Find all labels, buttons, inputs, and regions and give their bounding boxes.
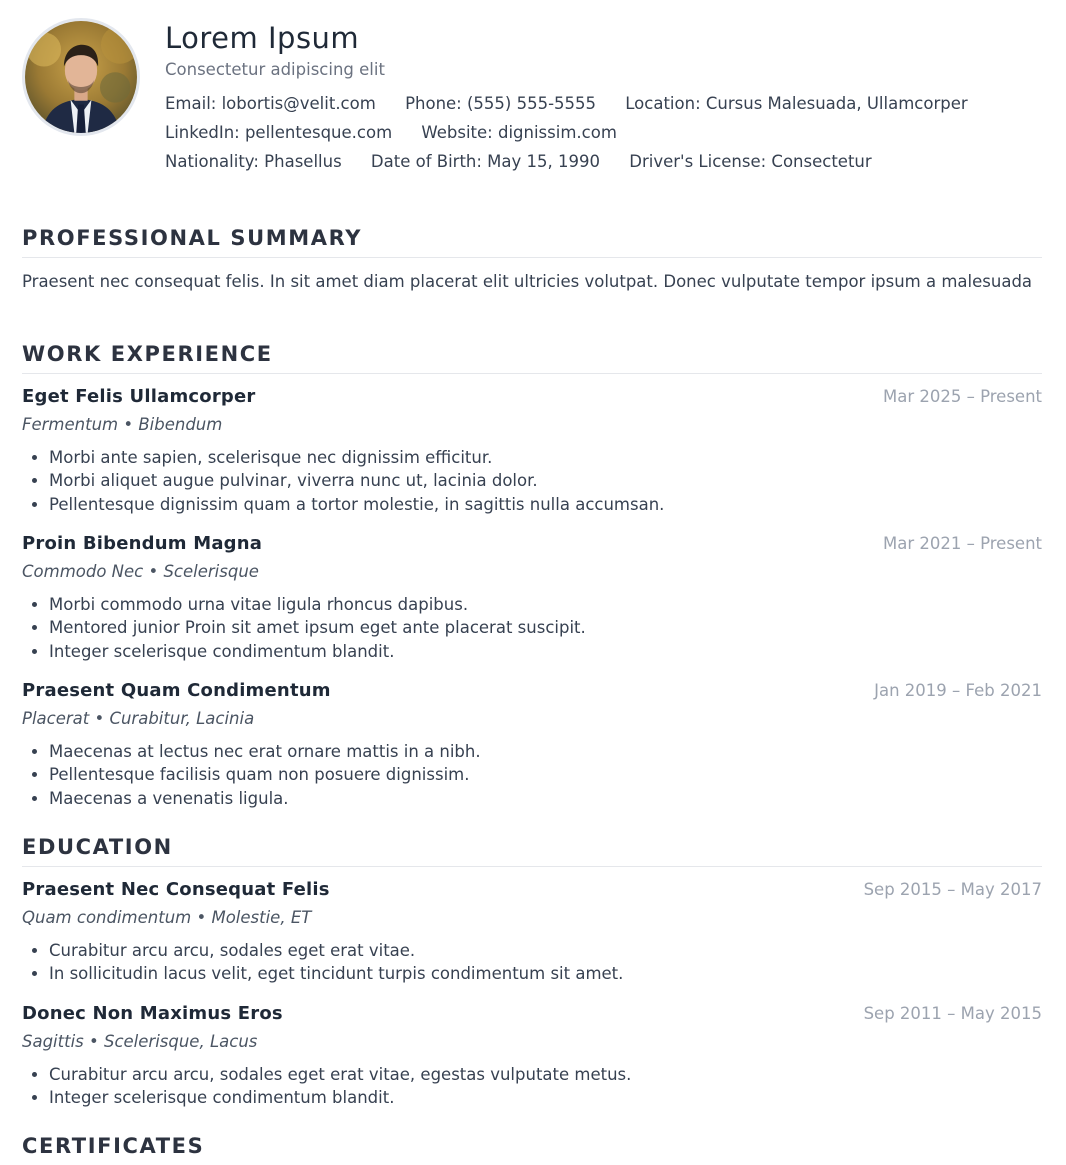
contact-location: Location: Cursus Malesuada, Ullamcorper	[625, 94, 968, 113]
contact-license: Driver's License: Consectetur	[629, 152, 872, 171]
entry-title: Praesent Quam Condimentum	[22, 680, 331, 701]
bullet-item: In sollicitudin lacus velit, eget tincidunt turpis condimentum sit amet.	[22, 962, 1042, 985]
header-text	[165, 18, 1045, 173]
entry-subtitle: Sagittis • Scelerisque, Lacus	[22, 1032, 258, 1051]
entry-bullets	[22, 1063, 1042, 1110]
bullet-item: Morbi aliquet augue pulvinar, viverra nunc ut, lacinia dolor.	[22, 469, 1042, 492]
entry-date: Mar 2021 – Present	[882, 534, 1042, 553]
contact-birthdate: Date of Birth: May 15, 1990	[370, 152, 601, 171]
section-title-summary: PROFESSIONAL SUMMARY	[22, 225, 1042, 258]
profile-photo	[22, 18, 140, 136]
entry-subtitle: Quam condimentum • Molestie, ET	[22, 908, 312, 927]
work-entry	[22, 386, 1042, 516]
contact-website[interactable]: Website: dignissim.com	[421, 123, 617, 142]
contact-phone[interactable]: Phone: (555) 555-5555	[405, 94, 597, 113]
entry-bullets	[22, 593, 1042, 663]
work-entry	[22, 680, 1042, 810]
work-entry	[22, 533, 1042, 663]
entry-title: Eget Felis Ullamcorper	[22, 386, 256, 407]
bullet-item: Morbi commodo urna vitae ligula rhoncus dapibus.	[22, 593, 1042, 616]
contact-row	[165, 93, 1045, 115]
bullet-item: Mentored junior Proin sit amet ipsum eget ante placerat suscipit.	[22, 616, 1042, 639]
bullet-item: Maecenas at lectus nec erat ornare mattis in a nibh.	[22, 740, 1042, 763]
contact-linkedin[interactable]: LinkedIn: pellentesque.com	[165, 123, 393, 142]
section-title-certificates: CERTIFICATES	[22, 1134, 205, 1158]
education-entry	[22, 1003, 1042, 1110]
contact-email[interactable]: Email: lobortis@velit.com	[165, 94, 376, 113]
entry-bullets	[22, 446, 1042, 516]
bullet-item: Integer scelerisque condimentum blandit.	[22, 1086, 1042, 1109]
entry-bullets	[22, 740, 1042, 810]
section-title-work: WORK EXPERIENCE	[22, 341, 1042, 374]
entry-subtitle: Commodo Nec • Scelerisque	[22, 562, 259, 581]
candidate-name: Lorem Ipsum	[165, 21, 360, 55]
bullet-item: Integer scelerisque condimentum blandit.	[22, 640, 1042, 663]
entry-title: Donec Non Maximus Eros	[22, 1003, 283, 1024]
entry-bullets	[22, 939, 1042, 986]
contact-nationality: Nationality: Phasellus	[165, 152, 342, 171]
entry-date: Mar 2025 – Present	[882, 387, 1042, 406]
entry-date: Sep 2011 – May 2015	[863, 1004, 1042, 1023]
contact-row	[165, 151, 1045, 173]
entry-title: Proin Bibendum Magna	[22, 533, 263, 554]
contact-row	[165, 122, 1045, 144]
summary-text: Praesent nec consequat felis. In sit amet diam placerat elit ultricies volutpat. Donec vulputate tempor ipsum a malesuada	[22, 272, 1033, 291]
bullet-item: Curabitur arcu arcu, sodales eget erat vitae, egestas vulputate metus.	[22, 1063, 1042, 1086]
entry-subtitle: Placerat • Curabitur, Lacinia	[22, 709, 255, 728]
candidate-tagline: Consectetur adipiscing elit	[165, 60, 385, 79]
entry-subtitle: Fermentum • Bibendum	[22, 415, 223, 434]
bullet-item: Curabitur arcu arcu, sodales eget erat vitae.	[22, 939, 1042, 962]
section-title-education: EDUCATION	[22, 834, 1042, 867]
bullet-item: Maecenas a venenatis ligula.	[22, 787, 1042, 810]
entry-date: Jan 2019 – Feb 2021	[874, 681, 1042, 700]
resume-header	[22, 18, 1042, 188]
entry-title: Praesent Nec Consequat Felis	[22, 879, 330, 900]
entry-date: Sep 2015 – May 2017	[863, 880, 1042, 899]
education-entry	[22, 879, 1042, 986]
bullet-item: Morbi ante sapien, scelerisque nec dignissim efficitur.	[22, 446, 1042, 469]
bullet-item: Pellentesque facilisis quam non posuere dignissim.	[22, 763, 1042, 786]
bullet-item: Pellentesque dignissim quam a tortor molestie, in sagittis nulla accumsan.	[22, 493, 1042, 516]
